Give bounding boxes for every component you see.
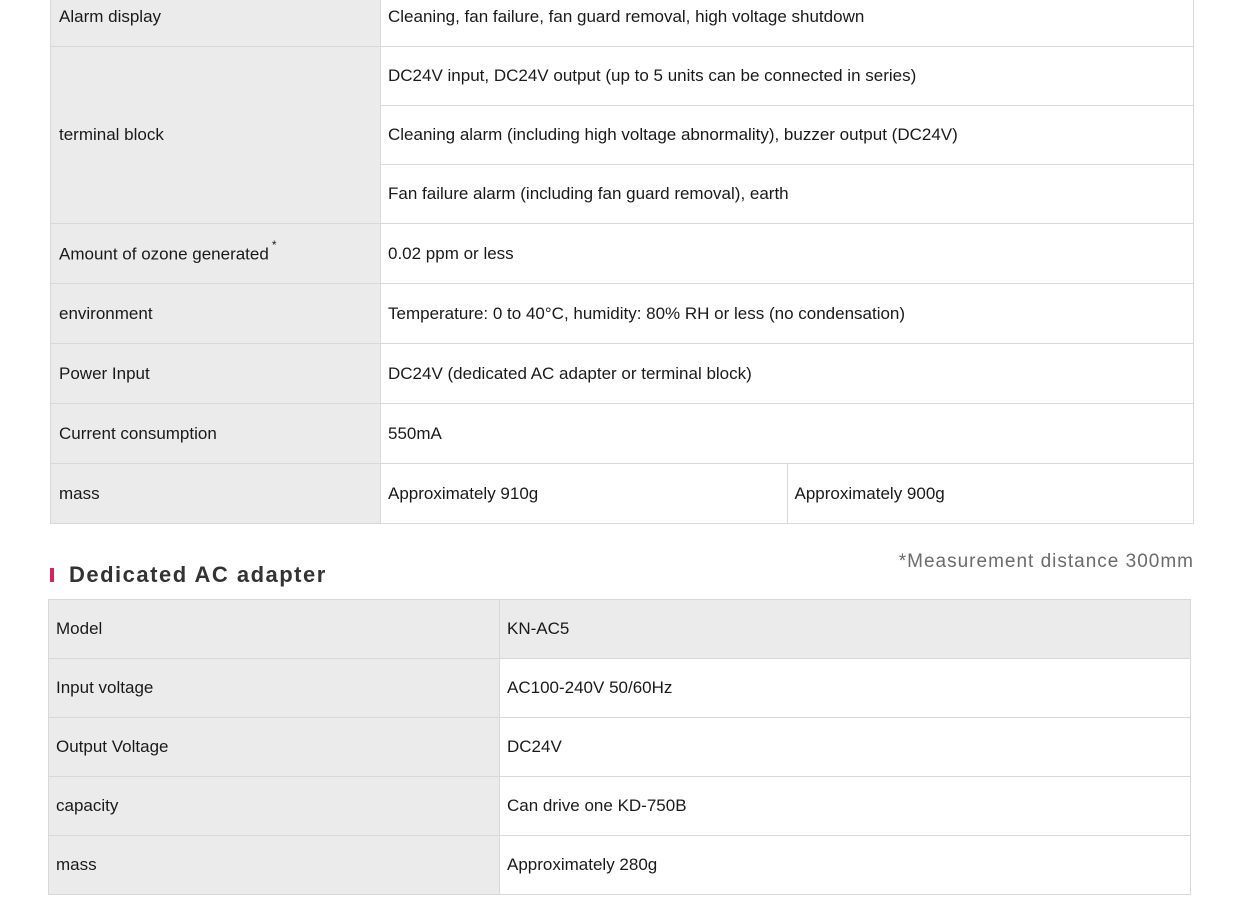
section-heading xyxy=(50,561,327,589)
row-value: DC24V input, DC24V output (up to 5 units can be connected in series) xyxy=(381,47,1194,106)
row-value: 0.02 ppm or less xyxy=(381,224,1194,284)
row-value: Temperature: 0 to 40°C, humidity: 80% RH or less (no condensation) xyxy=(381,284,1194,344)
ozone-label: Amount of ozone generated xyxy=(59,244,269,264)
table-row xyxy=(51,224,1194,284)
adapter-table xyxy=(48,599,1191,895)
row-label: environment xyxy=(51,284,381,344)
row-value: Cleaning, fan failure, fan guard removal, high voltage shutdown xyxy=(381,0,1194,47)
row-label: Output Voltage xyxy=(49,718,500,777)
table-row xyxy=(51,404,1194,464)
accent-bar xyxy=(50,568,54,582)
row-value: AC100-240V 50/60Hz xyxy=(500,659,1191,718)
measurement-note: *Measurement distance 300mm xyxy=(898,551,1194,572)
row-label: Model xyxy=(49,600,500,659)
table-row xyxy=(51,284,1194,344)
row-value: KN-AC5 xyxy=(500,600,1191,659)
row-value: Fan failure alarm (including fan guard removal), earth xyxy=(381,165,1194,224)
table-row xyxy=(49,777,1191,836)
table-row xyxy=(49,659,1191,718)
row-label: capacity xyxy=(49,777,500,836)
row-label xyxy=(51,224,381,284)
spec-table xyxy=(50,0,1194,524)
row-value: Approximately 910g xyxy=(381,464,788,524)
row-value: Approximately 900g xyxy=(787,464,1194,524)
table-row xyxy=(49,718,1191,777)
section-title: Dedicated AC adapter xyxy=(69,562,327,587)
row-value: DC24V (dedicated AC adapter or terminal block) xyxy=(381,344,1194,404)
table-row xyxy=(49,600,1191,659)
table-row xyxy=(51,0,1194,47)
row-label: mass xyxy=(49,836,500,895)
row-value: Approximately 280g xyxy=(500,836,1191,895)
table-row xyxy=(49,836,1191,895)
row-label: Input voltage xyxy=(49,659,500,718)
row-value: Can drive one KD-750B xyxy=(500,777,1191,836)
row-label: Power Input xyxy=(51,344,381,404)
row-label: Alarm display xyxy=(51,0,381,47)
table-row xyxy=(51,464,1194,524)
row-value: Cleaning alarm (including high voltage abnormality), buzzer output (DC24V) xyxy=(381,106,1194,165)
row-label: Current consumption xyxy=(51,404,381,464)
row-value: DC24V xyxy=(500,718,1191,777)
row-label: mass xyxy=(51,464,381,524)
footnote-marker: * xyxy=(271,238,277,253)
table-row xyxy=(51,344,1194,404)
table-row xyxy=(51,47,1194,106)
row-value: 550mA xyxy=(381,404,1194,464)
row-label: terminal block xyxy=(51,47,381,224)
